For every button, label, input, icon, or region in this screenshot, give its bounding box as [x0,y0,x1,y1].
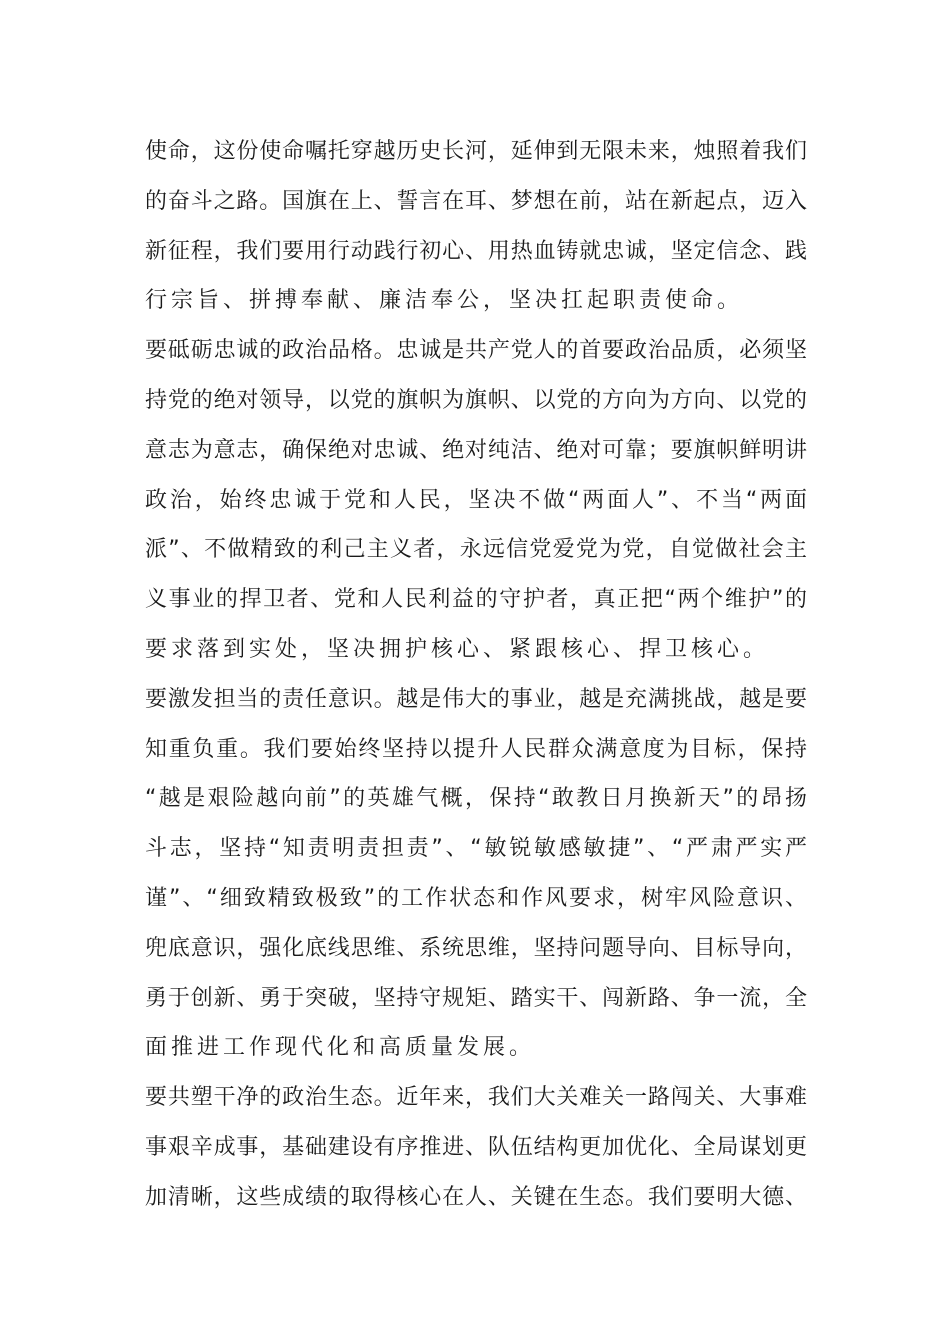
text-line: 知重负重。我们要始终坚持以提升人民群众满意度为目标，保持 [145,736,807,762]
text-line: 要砥砺忠诚的政治品格。忠诚是共产党人的首要政治品质，必须坚 [145,338,807,364]
paragraph-ecology [145,1073,807,1222]
text-line: 要共塑干净的政治生态。近年来，我们大关难关一路闯关、大事难 [145,1085,807,1111]
text-line: 使命，这份使命嘱托穿越历史长河，延伸到无限未来，烛照着我们 [145,139,807,164]
text-line: 加清晰，这些成绩的取得核心在人、关键在生态。我们要明大德、 [145,1184,807,1210]
text-line: 的奋斗之路。国旗在上、誓言在耳、梦想在前，站在新起点，迈入 [145,188,807,214]
text-line: “越是艰险越向前”的英雄气概，保持“敢教日月换新天”的昂扬 [145,786,807,812]
paragraph-mission [145,127,807,326]
text-line: 政治，始终忠诚于党和人民，坚决不做“两面人”、不当“两面 [145,487,807,513]
text-line: 新征程，我们要用行动践行初心、用热血铸就忠诚，坚定信念、践 [145,238,807,264]
text-line: 派”、不做精致的利己主义者，永远信党爱党为党，自觉做社会主 [145,537,807,563]
text-line: 行宗旨、拼搏奉献、廉洁奉公，坚决扛起职责使命。 [145,288,744,314]
text-line: 面推进工作现代化和高质量发展。 [145,1035,536,1061]
text-line: 谨”、“细致精致极致”的工作状态和作风要求，树牢风险意识、 [145,885,807,911]
paragraph-loyalty [145,326,807,675]
text-line: 要求落到实处，坚决拥护核心、紧跟核心、捍卫核心。 [145,636,770,662]
text-line: 事艰辛成事，基础建设有序推进、队伍结构更加优化、全局谋划更 [145,1134,807,1160]
text-line: 要激发担当的责任意识。越是伟大的事业，越是充满挑战，越是要 [145,686,807,712]
paragraph-responsibility [145,675,807,1073]
text-line: 斗志，坚持“知责明责担责”、“敏锐敏感敏捷”、“严肃严实严 [145,836,807,862]
text-line: 义事业的捍卫者、党和人民利益的守护者，真正把“两个维护”的 [145,587,807,613]
text-line: 持党的绝对领导，以党的旗帜为旗帜、以党的方向为方向、以党的 [145,387,807,413]
text-line: 勇于创新、勇于突破，坚持守规矩、踏实干、闯新路、争一流，全 [145,985,807,1011]
document-page [145,127,807,1223]
text-line: 兜底意识，强化底线思维、系统思维，坚持问题导向、目标导向， [145,935,807,961]
text-line: 意志为意志，确保绝对忠诚、绝对纯洁、绝对可靠；要旗帜鲜明讲 [145,437,807,463]
